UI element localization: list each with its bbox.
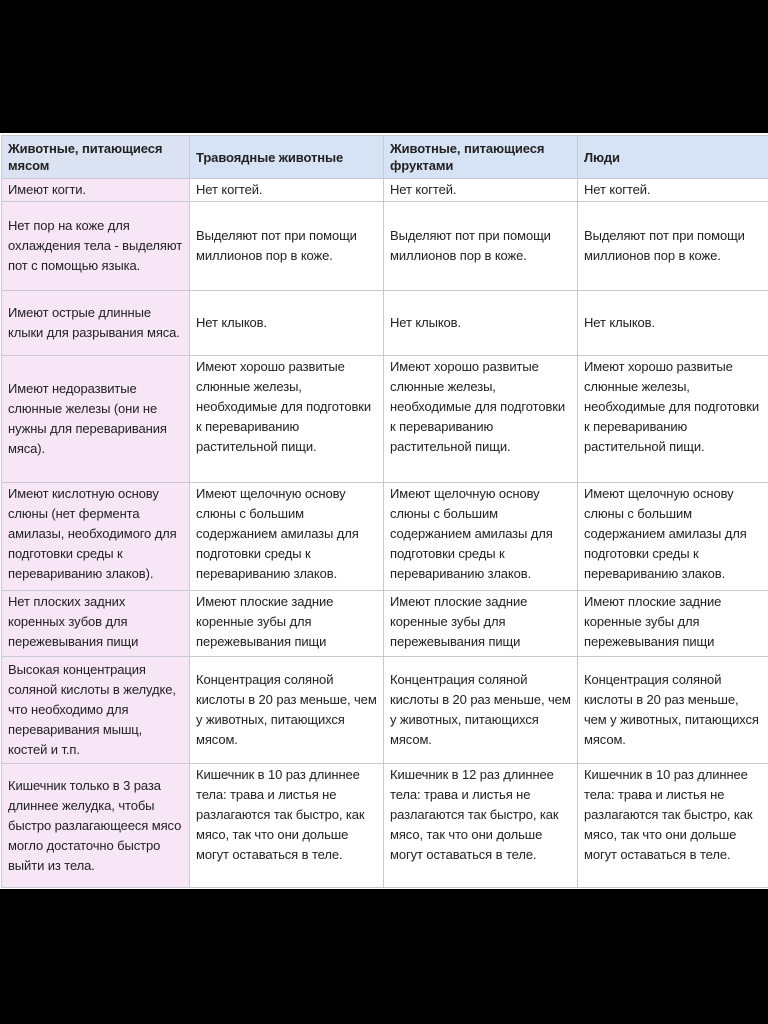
cell-frugivores: Выделяют пот при помощи миллионов пор в коже. <box>384 202 578 291</box>
cell-frugivores: Кишечник в 12 раз длиннее тела: трава и листья не разлагаются так быстро, как мясо, так что они дольше могут оставаться в теле. <box>384 764 578 888</box>
cell-herbivores: Имеют хорошо развитые слюнные железы, необходимые для подготовки к перевариванию растительной пищи. <box>190 356 384 483</box>
table-row <box>2 657 768 764</box>
cell-frugivores: Нет когтей. <box>384 179 578 202</box>
header-herbivores: Травоядные животные <box>190 136 384 179</box>
cell-herbivores: Имеют плоские задние коренные зубы для пережевывания пищи <box>190 591 384 657</box>
table-row <box>2 356 768 483</box>
cell-humans: Концентрация соляной кислоты в 20 раз меньше, чем у животных, питающихся мясом. <box>578 657 768 764</box>
cell-humans: Нет клыков. <box>578 291 768 356</box>
cell-humans: Выделяют пот при помощи миллионов пор в коже. <box>578 202 768 291</box>
cell-humans: Имеют щелочную основу слюны с большим содержанием амилазы для подготовки среды к перевариванию злаков. <box>578 483 768 591</box>
cell-herbivores: Нет когтей. <box>190 179 384 202</box>
header-humans: Люди <box>578 136 768 179</box>
header-row <box>2 136 768 179</box>
cell-herbivores: Концентрация соляной кислоты в 20 раз меньше, чем у животных, питающихся мясом. <box>190 657 384 764</box>
cell-carnivores: Имеют острые длинные клыки для разрывания мяса. <box>2 291 190 356</box>
table-row <box>2 291 768 356</box>
header-carnivores: Животные, питающиеся мясом <box>2 136 190 179</box>
cell-humans: Кишечник в 10 раз длиннее тела: трава и листья не разлагаются так быстро, как мясо, так что они дольше могут оставаться в теле. <box>578 764 768 888</box>
table-row <box>2 591 768 657</box>
cell-carnivores: Кишечник только в 3 раза длиннее желудка, чтобы быстро разлагающееся мясо могло достаточно быстро выйти из тела. <box>2 764 190 888</box>
cell-frugivores: Концентрация соляной кислоты в 20 раз меньше, чем у животных, питающихся мясом. <box>384 657 578 764</box>
cell-herbivores: Кишечник в 10 раз длиннее тела: трава и листья не разлагаются так быстро, как мясо, так что они дольше могут оставаться в теле. <box>190 764 384 888</box>
cell-humans: Имеют плоские задние коренные зубы для пережевывания пищи <box>578 591 768 657</box>
cell-frugivores: Имеют хорошо развитые слюнные железы, необходимые для подготовки к перевариванию растительной пищи. <box>384 356 578 483</box>
table-row <box>2 179 768 202</box>
cell-humans: Имеют хорошо развитые слюнные железы, необходимые для подготовки к перевариванию растительной пищи. <box>578 356 768 483</box>
cell-carnivores: Нет пор на коже для охлаждения тела - выделяют пот с помощью языка. <box>2 202 190 291</box>
cell-herbivores: Нет клыков. <box>190 291 384 356</box>
cell-carnivores: Имеют когти. <box>2 179 190 202</box>
cell-herbivores: Имеют щелочную основу слюны с большим содержанием амилазы для подготовки среды к перевариванию злаков. <box>190 483 384 591</box>
cell-frugivores: Имеют плоские задние коренные зубы для пережевывания пищи <box>384 591 578 657</box>
cell-carnivores: Высокая концентрация соляной кислоты в желудке, что необходимо для переваривания мышц, костей и т.п. <box>2 657 190 764</box>
cell-carnivores: Нет плоских задних коренных зубов для пережевывания пищи <box>2 591 190 657</box>
cell-frugivores: Имеют щелочную основу слюны с большим содержанием амилазы для подготовки среды к перевариванию злаков. <box>384 483 578 591</box>
table-row <box>2 483 768 591</box>
table-row <box>2 764 768 888</box>
comparison-sheet <box>0 133 768 889</box>
header-frugivores: Животные, питающиеся фруктами <box>384 136 578 179</box>
diet-comparison-table <box>1 135 768 888</box>
cell-frugivores: Нет клыков. <box>384 291 578 356</box>
cell-carnivores: Имеют кислотную основу слюны (нет фермента амилазы, необходимого для подготовки среды к перевариванию злаков). <box>2 483 190 591</box>
table-row <box>2 202 768 291</box>
cell-humans: Нет когтей. <box>578 179 768 202</box>
cell-carnivores: Имеют недоразвитые слюнные железы (они не нужны для переваривания мяса). <box>2 356 190 483</box>
cell-herbivores: Выделяют пот при помощи миллионов пор в коже. <box>190 202 384 291</box>
